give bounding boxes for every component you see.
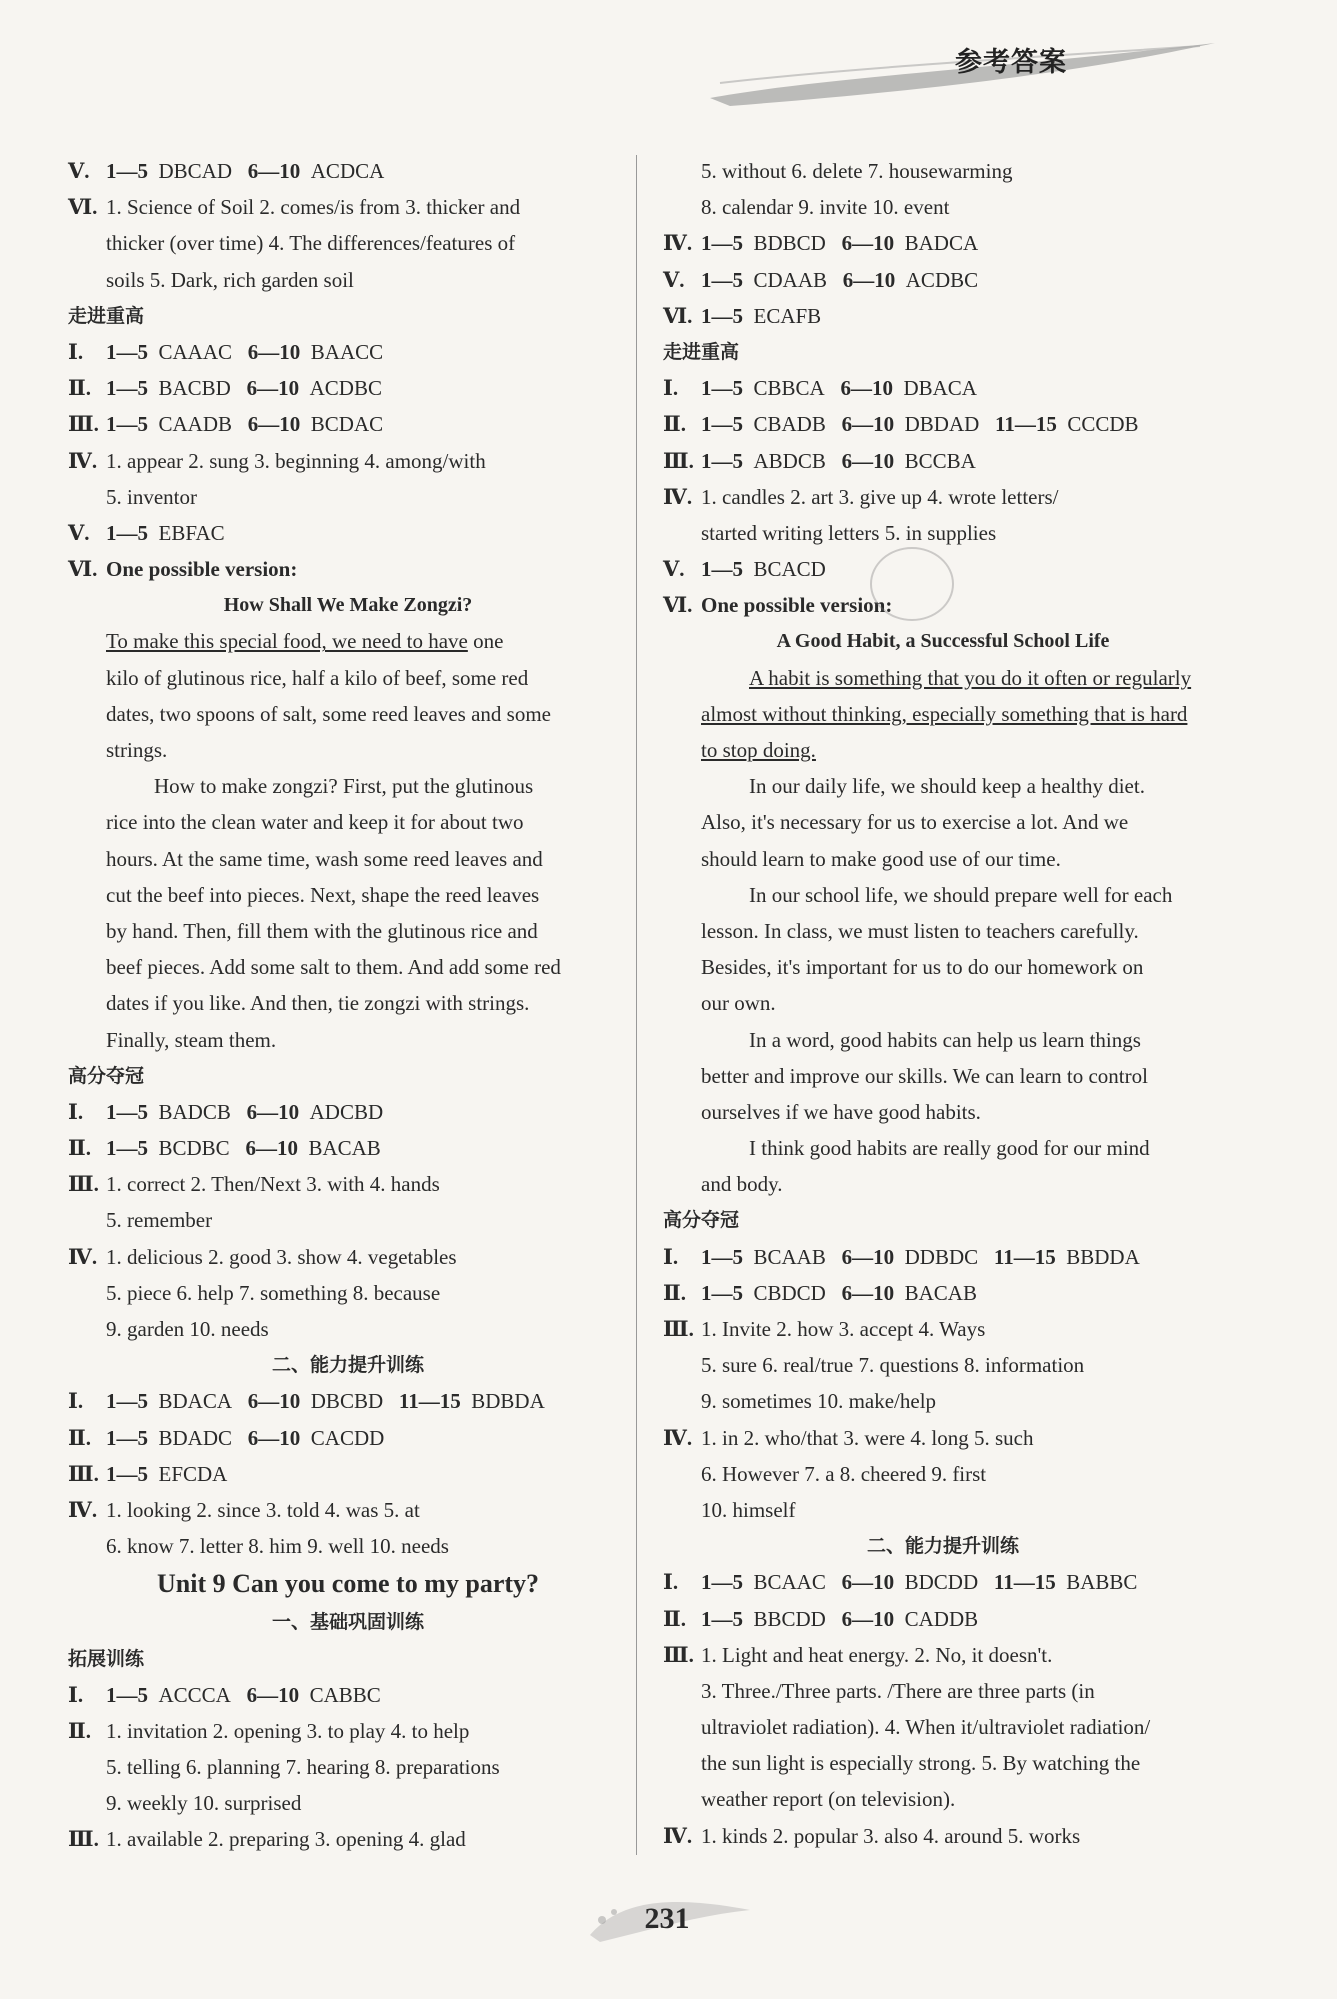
essay-line: Besides, it's important for us to do our homework on bbox=[701, 955, 1144, 980]
essay-line: should learn to make good use of our time. bbox=[701, 846, 1061, 871]
essay-line: almost without thinking, especially something that is hard bbox=[701, 701, 1188, 726]
answer-line: ultraviolet radiation). 4. When it/ultraviolet radiation/ bbox=[701, 1715, 1151, 1740]
right-column bbox=[663, 153, 1223, 1854]
answer-line: Ⅱ. 1—5 BACBD 6—10 ACDBC bbox=[68, 376, 382, 401]
essay-line: How to make zongzi? First, put the glutinous bbox=[154, 774, 534, 799]
answer-line: Ⅱ. 1—5 BBCDD 6—10 CADDB bbox=[663, 1606, 979, 1631]
section-heading: 高分夺冠 bbox=[663, 1209, 740, 1232]
answer-line: Ⅵ. One possible version: bbox=[663, 593, 893, 618]
answer-line: Ⅵ. One possible version: bbox=[68, 557, 298, 582]
answer-line: 5. inventor bbox=[106, 484, 197, 509]
essay-line: cut the beef into pieces. Next, shape the reed leaves bbox=[106, 882, 540, 907]
answer-line: Ⅲ. 1—5 EFCDA bbox=[68, 1461, 228, 1486]
answer-line: Ⅰ. 1—5 BDACA 6—10 DBCBD 11—15 BDBDA bbox=[68, 1389, 545, 1414]
answer-line: Ⅲ. 1. correct 2. Then/Next 3. with 4. hands bbox=[68, 1172, 440, 1197]
essay-line: to stop doing. bbox=[701, 738, 816, 762]
answer-line: 9. garden 10. needs bbox=[106, 1317, 269, 1341]
answer-line: weather report (on television). bbox=[701, 1787, 956, 1812]
section-heading: 二、能力提升训练 bbox=[866, 1535, 1019, 1558]
section-heading: 二、能力提升训练 bbox=[271, 1354, 424, 1377]
answer-line: 5. telling 6. planning 7. hearing 8. preparations bbox=[106, 1755, 500, 1780]
answer-line: 8. calendar 9. invite 10. event bbox=[701, 195, 950, 220]
answer-line: Ⅱ. 1. invitation 2. opening 3. to play 4. to help bbox=[68, 1718, 470, 1743]
essay-line: kilo of glutinous rice, half a kilo of beef, some red bbox=[106, 665, 529, 690]
essay-line: Finally, steam them. bbox=[106, 1027, 277, 1052]
essay-line: ourselves if we have good habits. bbox=[701, 1099, 981, 1124]
answer-line: 5. sure 6. real/true 7. questions 8. information bbox=[701, 1353, 1085, 1378]
section-heading: 走进重高 bbox=[663, 340, 740, 363]
essay-line: dates, two spoons of salt, some reed leaves and some bbox=[106, 701, 551, 726]
essay-line: beef pieces. Add some salt to them. And add some red bbox=[106, 955, 561, 980]
answer-line: Ⅰ. 1—5 CAAAC 6—10 BAACC bbox=[68, 339, 384, 364]
answer-line: Ⅰ. 1—5 BCAAB 6—10 DDBDC 11—15 BBDDA bbox=[663, 1244, 1140, 1269]
essay-line: hours. At the same time, wash some reed leaves and bbox=[106, 846, 543, 871]
answer-line: Ⅰ. 1—5 BCAAC 6—10 BDCDD 11—15 BABBC bbox=[663, 1570, 1138, 1595]
answer-line: 5. remember bbox=[106, 1208, 213, 1233]
column-divider bbox=[636, 155, 637, 1855]
answer-line: 6. know 7. letter 8. him 9. well 10. needs bbox=[106, 1534, 449, 1559]
answer-line: the sun light is especially strong. 5. By watching the bbox=[701, 1751, 1141, 1776]
answer-line: Ⅴ. 1—5 EBFAC bbox=[68, 520, 225, 545]
essay-line: In our school life, we should prepare well for each bbox=[749, 882, 1173, 907]
essay-line: In a word, good habits can help us learn things bbox=[749, 1027, 1141, 1052]
stamp-mark bbox=[870, 547, 954, 621]
answer-line: Ⅰ. 1—5 BADCB 6—10 ADCBD bbox=[68, 1099, 384, 1124]
left-column bbox=[68, 153, 628, 1858]
answer-line: Ⅲ. 1. available 2. preparing 3. opening 4. glad bbox=[68, 1827, 466, 1852]
answer-line: Ⅳ. 1. kinds 2. popular 3. also 4. around 5. works bbox=[663, 1823, 1081, 1848]
section-heading: 一、基础巩固训练 bbox=[271, 1611, 424, 1634]
essay-title: A Good Habit, a Successful School Life bbox=[776, 630, 1110, 653]
answer-line: Ⅲ. 1—5 ABDCB 6—10 BCCBA bbox=[663, 448, 976, 473]
answer-line: thicker (over time) 4. The differences/features of bbox=[106, 231, 516, 256]
unit-title: Unit 9 Can you come to my party? bbox=[156, 1569, 540, 1599]
essay-line: In our daily life, we should keep a healthy diet. bbox=[749, 774, 1145, 799]
answer-line: Ⅵ. 1—5 ECAFB bbox=[663, 303, 822, 328]
answer-line: Ⅳ. 1—5 BDBCD 6—10 BADCA bbox=[663, 231, 979, 256]
page-number: 231 bbox=[644, 1902, 690, 1935]
answer-line: 9. weekly 10. surprised bbox=[106, 1791, 302, 1816]
answer-line: soils 5. Dark, rich garden soil bbox=[106, 267, 354, 292]
answer-line: Ⅴ. 1—5 DBCAD 6—10 ACDCA bbox=[68, 159, 385, 183]
essay-line: better and improve our skills. We can learn to control bbox=[701, 1063, 1148, 1088]
answer-line: Ⅱ. 1—5 BCDBC 6—10 BACAB bbox=[68, 1136, 381, 1161]
answer-line: Ⅰ. 1—5 ACCCA 6—10 CABBC bbox=[68, 1682, 381, 1707]
answer-line: 5. without 6. delete 7. housewarming bbox=[701, 159, 1013, 183]
answer-line: Ⅴ. 1—5 BCACD bbox=[663, 557, 826, 582]
essay-line: by hand. Then, fill them with the glutinous rice and bbox=[106, 918, 538, 943]
answer-line: Ⅱ. 1—5 CBDCD 6—10 BACAB bbox=[663, 1280, 977, 1305]
section-heading: 高分夺冠 bbox=[68, 1064, 145, 1087]
answer-line: 3. Three./Three parts. /There are three parts (in bbox=[701, 1678, 1095, 1703]
answer-line: Ⅴ. 1—5 CDAAB 6—10 ACDBC bbox=[663, 267, 979, 292]
answer-line: Ⅵ. 1. Science of Soil 2. comes/is from 3. thicker and bbox=[68, 195, 521, 220]
essay-line: Also, it's necessary for us to exercise a lot. And we bbox=[701, 810, 1129, 835]
essay-line: I think good habits are really good for our mind bbox=[749, 1136, 1150, 1161]
answer-line: Ⅰ. 1—5 CBBCA 6—10 DBACA bbox=[663, 376, 977, 401]
essay-line: lesson. In class, we must listen to teachers carefully. bbox=[701, 918, 1139, 943]
answer-line: Ⅱ. 1—5 CBADB 6—10 DBDAD 11—15 CCCDB bbox=[663, 412, 1139, 437]
answer-line: Ⅳ. 1. in 2. who/that 3. were 4. long 5. such bbox=[663, 1425, 1034, 1450]
essay-line: To make this special food, we need to have one bbox=[106, 629, 504, 654]
essay-line: strings. bbox=[106, 738, 168, 762]
answer-line: Ⅱ. 1—5 BDADC 6—10 CACDD bbox=[68, 1425, 385, 1450]
essay-line: A habit is something that you do it often or regularly bbox=[749, 665, 1192, 690]
answer-line: started writing letters 5. in supplies bbox=[701, 520, 997, 545]
answer-line: Ⅲ. 1. Light and heat energy. 2. No, it doesn't. bbox=[663, 1642, 1053, 1667]
answer-line: 6. However 7. a 8. cheered 9. first bbox=[701, 1461, 987, 1486]
essay-line: and body. bbox=[701, 1172, 783, 1197]
answer-line: Ⅳ. 1. candles 2. art 3. give up 4. wrote letters/ bbox=[663, 484, 1059, 509]
answer-line: Ⅳ. 1. looking 2. since 3. told 4. was 5. at bbox=[68, 1497, 420, 1522]
essay-line: our own. bbox=[701, 991, 776, 1016]
answer-line: 5. piece 6. help 7. something 8. because bbox=[106, 1280, 441, 1305]
essay-line: rice into the clean water and keep it for about two bbox=[106, 810, 524, 835]
essay-title: How Shall We Make Zongzi? bbox=[223, 594, 473, 617]
essay-line: dates if you like. And then, tie zongzi with strings. bbox=[106, 991, 530, 1016]
answer-line: Ⅲ. 1—5 CAADB 6—10 BCDAC bbox=[68, 412, 384, 437]
answer-line: Ⅳ. 1. appear 2. sung 3. beginning 4. among/with bbox=[68, 448, 486, 473]
answer-line: Ⅳ. 1. delicious 2. good 3. show 4. vegetables bbox=[68, 1244, 457, 1269]
answer-line: Ⅲ. 1. Invite 2. how 3. accept 4. Ways bbox=[663, 1317, 986, 1341]
section-heading: 走进重高 bbox=[68, 304, 145, 327]
section-heading: 拓展训练 bbox=[68, 1647, 145, 1670]
answer-line: 9. sometimes 10. make/help bbox=[701, 1389, 937, 1414]
header-title: 参考答案 bbox=[955, 47, 1067, 78]
answer-line: 10. himself bbox=[701, 1497, 796, 1522]
